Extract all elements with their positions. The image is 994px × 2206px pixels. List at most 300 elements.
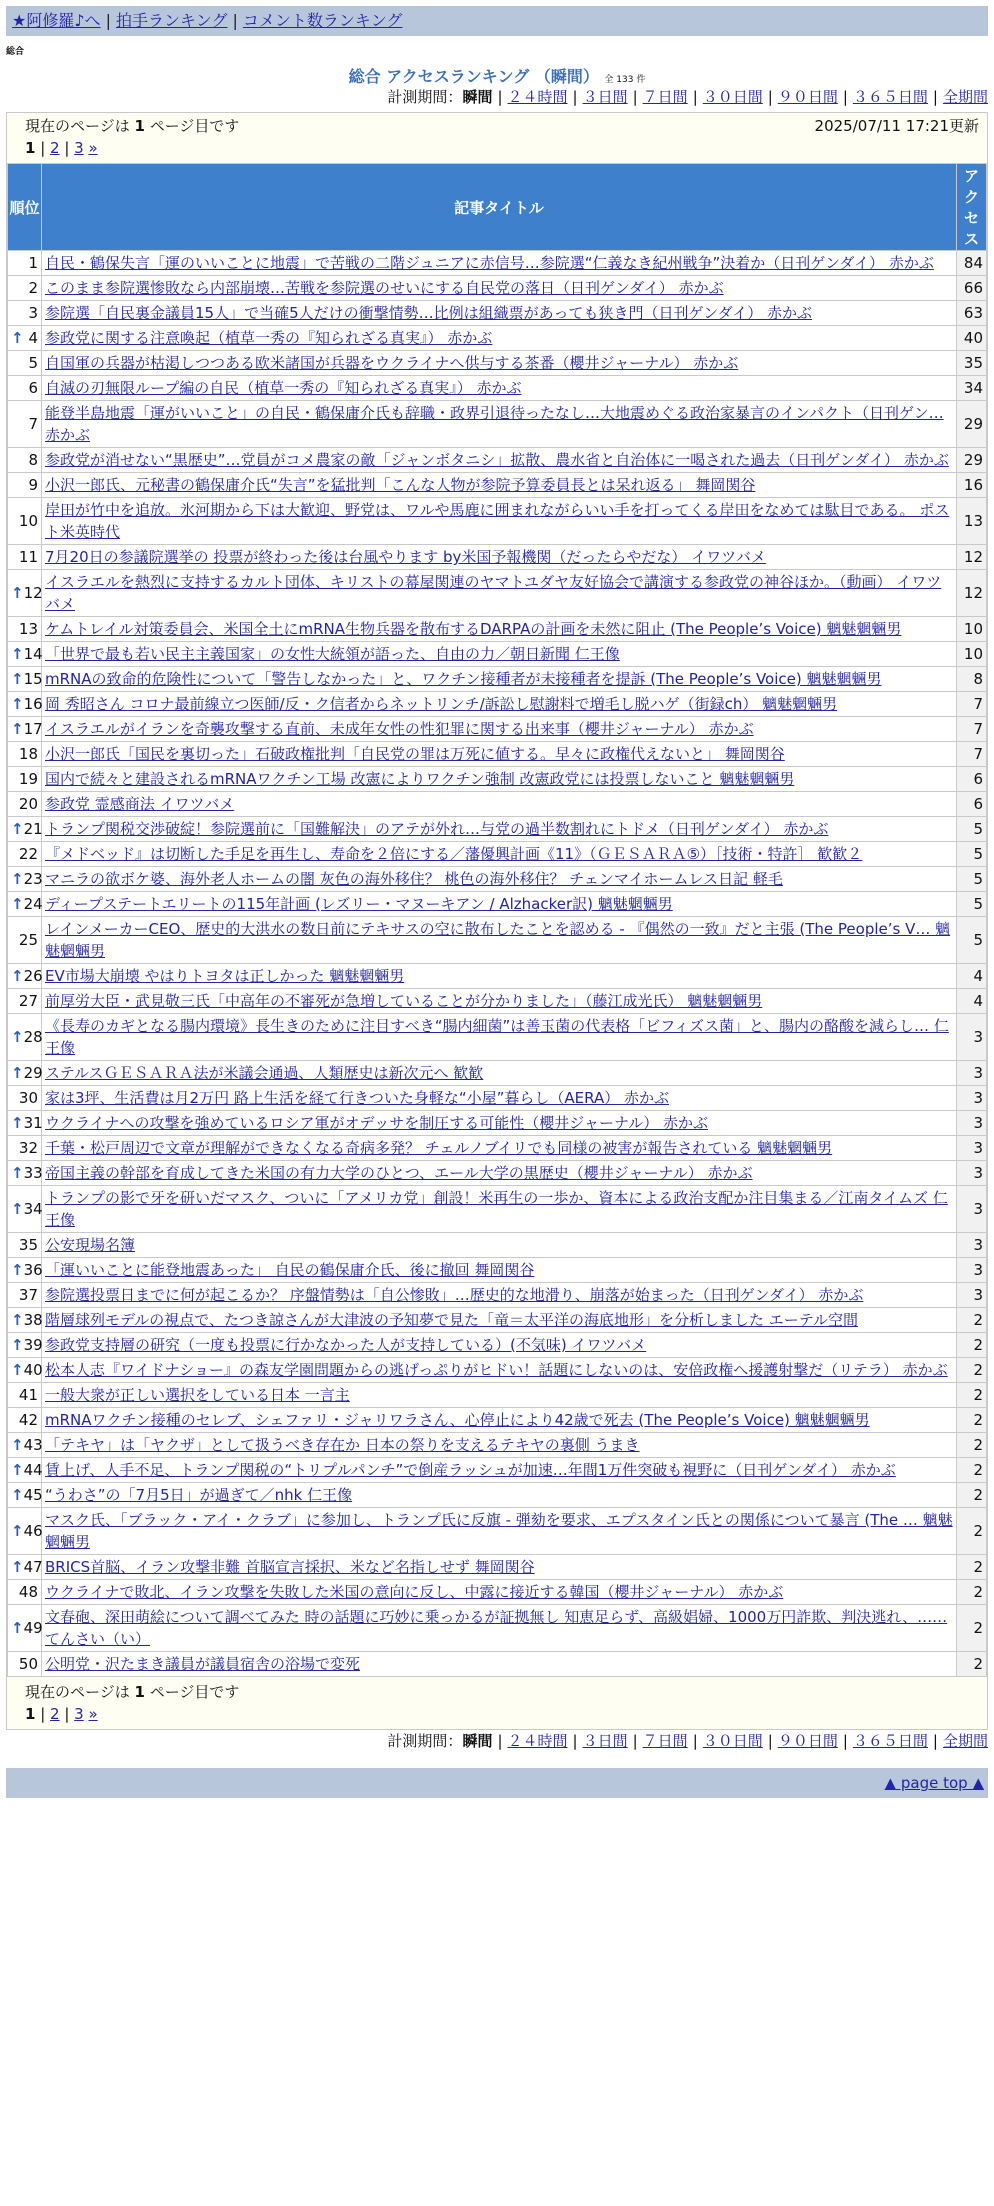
- title-cell: [42, 642, 957, 667]
- access-count: 3: [957, 1111, 987, 1136]
- access-count: 4: [957, 989, 987, 1014]
- rank-cell: [8, 251, 42, 276]
- period-option-link[interactable]: ７日間: [642, 88, 688, 106]
- period-current: 瞬間: [462, 1732, 493, 1750]
- rank-number: 19: [18, 770, 38, 788]
- table-row: [8, 326, 987, 351]
- article-link[interactable]: 帝国主義の幹部を育成してきた米国の有力大学のひとつ、エール大学の黒歴史（櫻井ジャーナル） 赤かぶ: [45, 1164, 753, 1182]
- article-link[interactable]: 7月20日の参議院選挙の 投票が終わった後は台風やります by米国予報機関（だったらやだな） イワツバメ: [45, 548, 766, 566]
- access-count: 6: [957, 792, 987, 817]
- period-label: 計測期間：: [387, 88, 463, 106]
- page-top-link[interactable]: ▲ page top ▲: [884, 1774, 984, 1792]
- article-link[interactable]: イスラエルがイランを奇襲攻撃する直前、未成年女性の性犯罪に関する出来事（櫻井ジャーナル） 赤かぶ: [45, 720, 754, 738]
- title-cell: [42, 1605, 957, 1652]
- access-count: 40: [957, 326, 987, 351]
- title-cell: [42, 376, 957, 401]
- ranking-table: [7, 163, 987, 1677]
- article-link[interactable]: このまま参院選惨敗なら内部崩壊…苦戦を参院選のせいにする自民党の落日（日刊ゲンダイ） 赤かぶ: [45, 279, 724, 297]
- access-count: 2: [957, 1458, 987, 1483]
- article-link[interactable]: トランプ関税交渉破綻！参院選前に「国難解決」のアテが外れ…与党の過半数割れにトドメ（日刊ゲンダイ） 赤かぶ: [45, 820, 829, 838]
- access-count: 6: [957, 767, 987, 792]
- rank-number: 30: [18, 1089, 38, 1107]
- pager-next-link[interactable]: »: [88, 139, 98, 157]
- table-row: [8, 376, 987, 401]
- access-column-header: アクセス: [957, 164, 987, 251]
- comment-ranking-link[interactable]: コメント数ランキング: [242, 11, 403, 30]
- title-cell: [42, 498, 957, 545]
- title-cell: [42, 1483, 957, 1508]
- rank-number: 16: [23, 695, 43, 713]
- access-count: 7: [957, 742, 987, 767]
- rank-cell: [8, 892, 42, 917]
- rank-number: 13: [18, 620, 38, 638]
- table-row: [8, 892, 987, 917]
- title-cell: [42, 1408, 957, 1433]
- title-cell: [42, 1308, 957, 1333]
- rank-number: 24: [23, 895, 43, 913]
- rank-cell: [8, 1408, 42, 1433]
- access-count: 2: [957, 1483, 987, 1508]
- period-option-link[interactable]: ３０日間: [702, 1732, 763, 1750]
- article-link[interactable]: 参政党が消せない“黒歴史”…党員がコメ農家の敵「ジャンボタニシ」拡散、農水省と自治体に一喝された過去（日刊ゲンダイ） 赤かぶ: [45, 451, 949, 469]
- pager-separator: |: [35, 139, 51, 157]
- ranking-title: 総合 アクセスランキング （瞬間）: [348, 67, 599, 86]
- rank-number: 3: [28, 304, 38, 322]
- access-count: 3: [957, 1186, 987, 1233]
- table-row: [8, 1358, 987, 1383]
- period-option-link[interactable]: ３日間: [582, 88, 628, 106]
- up-arrow-icon: ↑: [11, 670, 24, 688]
- rank-number: 8: [28, 451, 38, 469]
- access-count: 3: [957, 1161, 987, 1186]
- rank-number: 11: [18, 548, 38, 566]
- pager-separator: |: [59, 1705, 75, 1723]
- rank-number: 34: [23, 1200, 43, 1218]
- article-link[interactable]: 一般大衆が正しい選択をしている日本 一言主: [45, 1386, 350, 1404]
- rank-cell: [8, 989, 42, 1014]
- table-row: [8, 1161, 987, 1186]
- rank-number: 12: [23, 584, 43, 602]
- period-option-link[interactable]: ３６５日間: [852, 88, 928, 106]
- period-option-link[interactable]: ３６５日間: [852, 1732, 928, 1750]
- period-option-link[interactable]: ７日間: [642, 1732, 688, 1750]
- access-count: 7: [957, 692, 987, 717]
- rank-cell: [8, 692, 42, 717]
- rank-cell: [8, 667, 42, 692]
- article-link[interactable]: 岸田が竹中を追放。氷河期から下は大歓迎、野党は、ワルや馬鹿に囲まれながらいい手を打ってくる岸田をなめては駄目である。 ポスト米英時代: [45, 501, 950, 541]
- up-arrow-icon: ↑: [11, 584, 24, 602]
- article-link[interactable]: 参政党支持層の研究（一度も投票に行かなかった人が支持している）(不気味) イワツバメ: [45, 1336, 647, 1354]
- current-page-text: 現在のページは 1 ページ目です: [25, 117, 240, 135]
- period-separator: |: [692, 1732, 698, 1750]
- rank-cell: [8, 1258, 42, 1283]
- access-count: 35: [957, 351, 987, 376]
- pager-next-link[interactable]: »: [88, 1705, 98, 1723]
- table-row: [8, 1508, 987, 1555]
- article-link[interactable]: イスラエルを熱烈に支持するカルト団体、キリストの幕屋関連のヤマトユダヤ友好協会で講演する参政党の神谷ほか。（動画） イワツバメ: [45, 573, 942, 613]
- rank-cell: [8, 717, 42, 742]
- table-row: [8, 1555, 987, 1580]
- up-arrow-icon: ↑: [11, 1114, 24, 1132]
- article-link[interactable]: 参政党 霊感商法 イワツバメ: [45, 795, 235, 813]
- article-link[interactable]: 参政党に関する注意喚起（植草一秀の『知られざる真実』） 赤かぶ: [45, 329, 493, 347]
- title-cell: [42, 326, 957, 351]
- article-link[interactable]: 家は3坪、生活費は月2万円 路上生活を経て行きついた身軽な“小屋”暮らし（AERA） 赤かぶ: [45, 1089, 669, 1107]
- title-cell: [42, 251, 957, 276]
- access-count: 8: [957, 667, 987, 692]
- title-cell: [42, 1061, 957, 1086]
- rank-number: 46: [23, 1522, 43, 1540]
- rank-number: 2: [28, 279, 38, 297]
- pager-page-link[interactable]: 3: [74, 139, 84, 157]
- rank-cell: [8, 1358, 42, 1383]
- access-count: 16: [957, 473, 987, 498]
- up-arrow-icon: ↑: [11, 1461, 24, 1479]
- article-link[interactable]: 《長寿のカギとなる腸内環境》長生きのために注目すべき“腸内細菌”は善玉菌の代表格「ビフィズス菌」と、腸内の酪酸を減らし… 仁王像: [45, 1017, 949, 1057]
- article-link[interactable]: 公明党・沢たまき議員が議員宿舎の浴場で変死: [45, 1655, 361, 1673]
- period-option-link[interactable]: ３０日間: [702, 88, 763, 106]
- rank-cell: [8, 1605, 42, 1652]
- table-row: [8, 1458, 987, 1483]
- access-count: 10: [957, 617, 987, 642]
- access-count: 2: [957, 1555, 987, 1580]
- access-count: 3: [957, 1283, 987, 1308]
- up-arrow-icon: ↑: [11, 1164, 24, 1182]
- rank-cell: [8, 817, 42, 842]
- article-link[interactable]: 自民・鶴保失言「運のいいことに地震」で苦戦の二階ジュニアに赤信号…参院選“仁義なき紀州戦争”決着か（日刊ゲンダイ） 赤かぶ: [45, 254, 934, 272]
- table-row: [8, 1111, 987, 1136]
- up-arrow-icon: ↑: [11, 1436, 24, 1454]
- up-arrow-icon: ↑: [11, 1028, 24, 1046]
- title-cell: [42, 1433, 957, 1458]
- period-separator: |: [692, 88, 698, 106]
- access-count: 3: [957, 1258, 987, 1283]
- article-link[interactable]: 前厚労大臣・武見敬三氏「中高年の不審死が急増していることが分かりました」（藤江成光氏） 魑魅魍魎男: [45, 992, 763, 1010]
- article-link[interactable]: 能登半島地震「運がいいこと」の自民・鶴保庸介氏も辞職・政界引退待ったなし…大地震めぐる政治家暴言のインパクト（日刊ゲン… 赤かぶ: [45, 404, 944, 444]
- period-selector-top: [6, 86, 988, 108]
- article-link[interactable]: mRNAワクチン接種のセレブ、シェファリ・ジャリワラさん、心停止により42歳で死去 (The People’s Voice) 魑魅魍魎男: [45, 1411, 870, 1429]
- access-count: 5: [957, 867, 987, 892]
- article-link[interactable]: 参院選「自民裏金議員15人」で当確5人だけの衝撃情勢…比例は組織票があっても狭き門（日刊ゲンダイ） 赤かぶ: [45, 304, 813, 322]
- article-link[interactable]: 『メドベッド』は切断した手足を再生し、寿命を２倍にする／藩優興計画《11》（ＧＥＳＡＲＡ⑤）［技術・特許］ 歓歓２: [45, 845, 863, 863]
- table-row: [8, 1605, 987, 1652]
- rank-cell: [8, 1508, 42, 1555]
- rank-number: 15: [23, 670, 43, 688]
- title-cell: [42, 917, 957, 964]
- access-count: 2: [957, 1308, 987, 1333]
- rank-cell: [8, 1383, 42, 1408]
- title-cell: [42, 1333, 957, 1358]
- rank-number: 37: [18, 1286, 38, 1304]
- title-cell: [42, 1161, 957, 1186]
- access-count: 2: [957, 1358, 987, 1383]
- nav-separator: |: [105, 11, 111, 30]
- up-arrow-icon: ↑: [11, 720, 24, 738]
- rank-number: 43: [23, 1436, 43, 1454]
- period-separator: |: [932, 1732, 938, 1750]
- title-cell: [42, 692, 957, 717]
- table-row: [8, 1014, 987, 1061]
- rank-number: 17: [23, 720, 43, 738]
- rank-cell: [8, 498, 42, 545]
- rank-cell: [8, 867, 42, 892]
- table-row: [8, 545, 987, 570]
- period-separator: |: [767, 88, 773, 106]
- table-row: [8, 989, 987, 1014]
- rank-number: 40: [23, 1361, 43, 1379]
- article-link[interactable]: 千葉・松戸周辺で文章が理解ができなくなる奇病多発？ チェルノブイリでも同様の被害が報告されている 魑魅魍魎男: [45, 1139, 833, 1157]
- table-row: [8, 792, 987, 817]
- period-option-link[interactable]: 全期間: [942, 1732, 988, 1750]
- up-arrow-icon: ↑: [11, 895, 24, 913]
- table-row: [8, 570, 987, 617]
- table-row: [8, 1652, 987, 1677]
- article-link[interactable]: 自国軍の兵器が枯渇しつつある欧米諸国が兵器をウクライナへ供与する茶番（櫻井ジャーナル） 赤かぶ: [45, 354, 739, 372]
- table-row: [8, 1433, 987, 1458]
- table-row: [8, 1061, 987, 1086]
- rank-cell: [8, 1186, 42, 1233]
- total-count: 全 133 件: [604, 75, 646, 85]
- title-cell: [42, 1555, 957, 1580]
- article-link[interactable]: BRICS首脳、イラン攻撃非難 首脳宣言採択、米など名指しせず 舞岡関谷: [45, 1558, 535, 1576]
- title-cell: [42, 1652, 957, 1677]
- up-arrow-icon: ↑: [11, 1361, 24, 1379]
- up-arrow-icon: ↑: [11, 1336, 24, 1354]
- table-row: [8, 473, 987, 498]
- page-info-bottom: [7, 1677, 987, 1703]
- title-cell: [42, 617, 957, 642]
- rank-cell: [8, 1111, 42, 1136]
- article-link[interactable]: ウクライナで敗北、イラン攻撃を失敗した米国の意向に反し、中露に接近する韓国（櫻井ジャーナル） 赤かぶ: [45, 1583, 784, 1601]
- title-cell: [42, 1508, 957, 1555]
- rank-number: 28: [23, 1028, 43, 1046]
- rank-cell: [8, 1483, 42, 1508]
- rank-number: 50: [18, 1655, 38, 1673]
- table-row: [8, 642, 987, 667]
- table-row: [8, 1333, 987, 1358]
- title-cell: [42, 448, 957, 473]
- period-option-link[interactable]: ２４時間: [507, 88, 568, 106]
- rank-cell: [8, 545, 42, 570]
- article-link[interactable]: ウクライナへの攻撃を強めているロシア軍がオデッサを制圧する可能性（櫻井ジャーナル） 赤かぶ: [45, 1114, 708, 1132]
- rank-cell: [8, 473, 42, 498]
- rank-number: 36: [23, 1261, 43, 1279]
- rank-cell: [8, 1136, 42, 1161]
- table-row: [8, 301, 987, 326]
- rank-number: 25: [18, 931, 38, 949]
- table-row: [8, 251, 987, 276]
- table-row: [8, 964, 987, 989]
- table-row: [8, 867, 987, 892]
- title-cell: [42, 989, 957, 1014]
- access-count: 3: [957, 1136, 987, 1161]
- rank-number: 6: [28, 379, 38, 397]
- access-count: 29: [957, 448, 987, 473]
- pager-current: 1: [25, 1705, 36, 1723]
- access-count: 84: [957, 251, 987, 276]
- period-current: 瞬間: [462, 88, 493, 106]
- title-cell: [42, 842, 957, 867]
- pager-current: 1: [25, 139, 36, 157]
- rank-cell: [8, 1652, 42, 1677]
- rank-number: 9: [28, 476, 38, 494]
- title-cell: [42, 767, 957, 792]
- table-header-row: [8, 164, 987, 251]
- access-count: 66: [957, 276, 987, 301]
- period-option-link[interactable]: ９０日間: [777, 1732, 838, 1750]
- title-cell: [42, 401, 957, 448]
- category-label: 総合: [6, 47, 25, 57]
- period-separator: |: [572, 88, 578, 106]
- rank-cell: [8, 1283, 42, 1308]
- period-option-link[interactable]: ９０日間: [777, 88, 838, 106]
- table-row: [8, 692, 987, 717]
- article-link[interactable]: ディープステートエリートの115年計画 (レズリー・マヌーキアン / Alzhacker訳) 魑魅魍魎男: [45, 895, 673, 913]
- table-row: [8, 276, 987, 301]
- rank-number: 47: [23, 1558, 43, 1576]
- up-arrow-icon: ↑: [11, 820, 24, 838]
- access-count: 2: [957, 1508, 987, 1555]
- ranking-heading: [6, 64, 988, 86]
- table-row: [8, 717, 987, 742]
- access-count: 5: [957, 817, 987, 842]
- period-separator: |: [572, 1732, 578, 1750]
- title-cell: [42, 817, 957, 842]
- rank-number: 29: [23, 1064, 43, 1082]
- article-link[interactable]: 「運いいことに能登地震あった」 自民の鶴保庸介氏、後に撤回 舞岡関谷: [45, 1261, 535, 1279]
- article-link[interactable]: 自滅の刃無限ループ編の自民（植草一秀の『知られざる真実』） 赤かぶ: [45, 379, 522, 397]
- rank-number: 41: [18, 1386, 38, 1404]
- article-link[interactable]: mRNAの致命的危険性について「警告しなかった」と、ワクチン接種者が未接種者を提訴 (The People’s Voice) 魑魅魍魎男: [45, 670, 882, 688]
- article-link[interactable]: 文春砲、深田萌絵について調べてみた 時の話題に巧妙に乗っかるが証拠無し 知恵足らず、高級娼婦、1000万円詐欺、判決逃れ、…… てんさい（い）: [45, 1608, 948, 1648]
- updated-time: 2025/07/11 17:21更新: [814, 117, 979, 135]
- article-link[interactable]: “うわさ”の「7月5日」が過ぎて／nhk 仁王像: [45, 1486, 353, 1504]
- pager-page-link[interactable]: 2: [50, 1705, 60, 1723]
- table-row: [8, 742, 987, 767]
- access-count: 2: [957, 1333, 987, 1358]
- table-row: [8, 1408, 987, 1433]
- rank-number: 14: [23, 645, 43, 663]
- rank-number: 22: [18, 845, 38, 863]
- pager-bottom: [7, 1703, 987, 1729]
- rank-cell: [8, 1580, 42, 1605]
- title-cell: [42, 1111, 957, 1136]
- access-count: 13: [957, 498, 987, 545]
- period-separator: |: [932, 88, 938, 106]
- rank-number: 45: [23, 1486, 43, 1504]
- article-link[interactable]: 参院選投票日までに何が起こるか？ 序盤情勢は「自公惨敗」…歴史的な地滑り、崩落が始まった（日刊ゲンダイ） 赤かぶ: [45, 1286, 864, 1304]
- article-link[interactable]: 階層球列モデルの視点で、たつき諒さんが大津波の予知夢で見た「竜＝太平洋の海底地形」を分析しました エーテル空間: [45, 1311, 858, 1329]
- access-count: 7: [957, 717, 987, 742]
- rank-cell: [8, 767, 42, 792]
- rank-number: 5: [28, 354, 38, 372]
- title-cell: [42, 867, 957, 892]
- title-cell: [42, 1014, 957, 1061]
- up-arrow-icon: ↑: [11, 1619, 24, 1637]
- rank-cell: [8, 1555, 42, 1580]
- title-cell: [42, 1358, 957, 1383]
- table-row: [8, 842, 987, 867]
- title-cell: [42, 792, 957, 817]
- article-link[interactable]: ステルスＧＥＳＡＲＡ法が米議会通過、人類歴史は新次元へ 歓歓: [45, 1064, 484, 1082]
- rank-number: 49: [23, 1619, 43, 1637]
- access-count: 5: [957, 917, 987, 964]
- article-link[interactable]: トランプの影で牙を研いだマスク、ついに「アメリカ党」創設！米再生の一歩か、資本による政治支配か注目集まる／江南タイムズ 仁王像: [45, 1189, 948, 1229]
- rank-number: 7: [28, 415, 38, 433]
- article-link[interactable]: マスク氏、「ブラック・アイ・クラブ」に参加し、トランプ氏に反旗 - 弾劾を要求、エプスタイン氏との関係について暴言 (The … 魑魅魍魎男: [45, 1511, 953, 1551]
- article-link[interactable]: EV市場大崩壊 やはりトヨタは正しかった 魑魅魍魎男: [45, 967, 405, 985]
- article-link[interactable]: マニラの欲ボケ婆、海外老人ホームの闇 灰色の海外移住？ 桃色の海外移住？ チェンマイホームレス日記 軽毛: [45, 870, 783, 888]
- rank-cell: [8, 1458, 42, 1483]
- article-link[interactable]: 国内で続々と建設されるmRNAワクチン工場 改憲によりワクチン強制 改憲政党には投票しないこと 魑魅魍魎男: [45, 770, 795, 788]
- rank-number: 42: [18, 1411, 38, 1429]
- access-count: 12: [957, 570, 987, 617]
- article-link[interactable]: レインメーカーCEO、歴史的大洪水の数日前にテキサスの空に散布したことを認める - 『偶然の一致』だと主張 (The People’s V… 魑魅魍魎男: [45, 920, 951, 960]
- up-arrow-icon: ↑: [11, 1522, 24, 1540]
- table-row: [8, 1383, 987, 1408]
- title-cell: [42, 276, 957, 301]
- up-arrow-icon: ↑: [11, 1486, 24, 1504]
- table-row: [8, 498, 987, 545]
- table-row: [8, 1483, 987, 1508]
- article-link[interactable]: 松本人志『ワイドナショー』の森友学園問題からの逃げっぷりがヒドい！話題にしないのは、安倍政権へ援護射撃だ（リテラ） 赤かぶ: [45, 1361, 948, 1379]
- access-count: 63: [957, 301, 987, 326]
- rank-number: 39: [23, 1336, 43, 1354]
- period-option-link[interactable]: 全期間: [942, 88, 988, 106]
- up-arrow-icon: ↑: [11, 1064, 24, 1082]
- pager-page-link[interactable]: 2: [50, 139, 60, 157]
- rank-cell: [8, 351, 42, 376]
- table-row: [8, 1186, 987, 1233]
- title-cell: [42, 1283, 957, 1308]
- rank-number: 4: [28, 329, 38, 347]
- title-cell: [42, 351, 957, 376]
- article-link[interactable]: 小沢一郎氏「国民を裏切った」石破政権批判「自民党の罪は万死に値する。早々に政権代えないと」 舞岡関谷: [45, 745, 785, 763]
- period-separator: |: [842, 88, 848, 106]
- rank-cell: [8, 376, 42, 401]
- table-row: [8, 1086, 987, 1111]
- table-row: [8, 1233, 987, 1258]
- period-option-link[interactable]: ３日間: [582, 1732, 628, 1750]
- article-link[interactable]: 賃上げ、人手不足、トランプ関税の“トリプルパンチ”で倒産ラッシュが加速…年間1万件突破も視野に（日刊ゲンダイ） 赤かぶ: [45, 1461, 896, 1479]
- rank-cell: [8, 792, 42, 817]
- top-nav-bar: [6, 6, 988, 36]
- title-cell: [42, 964, 957, 989]
- period-option-link[interactable]: ２４時間: [507, 1732, 568, 1750]
- access-count: 12: [957, 545, 987, 570]
- pager-page-link[interactable]: 3: [74, 1705, 84, 1723]
- rank-cell: [8, 1061, 42, 1086]
- rank-cell: [8, 917, 42, 964]
- article-link[interactable]: 岡 秀昭さん コロナ最前線立つ医師/反・ク信者からネットリンチ/訴訟し慰謝料で増毛し脱ハゲ（街録ch） 魑魅魍魎男: [45, 695, 838, 713]
- article-link[interactable]: 公安現場名簿: [45, 1236, 136, 1254]
- access-count: 3: [957, 1061, 987, 1086]
- article-link[interactable]: 「世界で最も若い民主主義国家」の女性大統領が語った、自由の力／朝日新聞 仁王像: [45, 645, 620, 663]
- title-cell: [42, 667, 957, 692]
- access-count: 34: [957, 376, 987, 401]
- article-link[interactable]: 「テキヤ」は「ヤクザ」として扱うべき存在か 日本の祭りを支えるテキヤの裏側 うまき: [45, 1436, 640, 1454]
- rank-cell: [8, 964, 42, 989]
- clap-ranking-link[interactable]: 拍手ランキング: [115, 11, 228, 30]
- access-count: 5: [957, 892, 987, 917]
- article-link[interactable]: 小沢一郎氏、元秘書の鶴保庸介氏“失言”を猛批判「こんな人物が参院予算委員長とは呆れ返る」 舞岡関谷: [45, 476, 756, 494]
- home-link[interactable]: ★阿修羅♪へ: [12, 11, 101, 30]
- access-count: 10: [957, 642, 987, 667]
- current-page-text-bottom: 現在のページは 1 ページ目です: [25, 1683, 240, 1701]
- title-cell: [42, 301, 957, 326]
- table-row: [8, 1308, 987, 1333]
- article-link[interactable]: ケムトレイル対策委員会、米国全土にmRNA生物兵器を散布するDARPAの計画を未然に阻止 (The People’s Voice) 魑魅魍魎男: [45, 620, 902, 638]
